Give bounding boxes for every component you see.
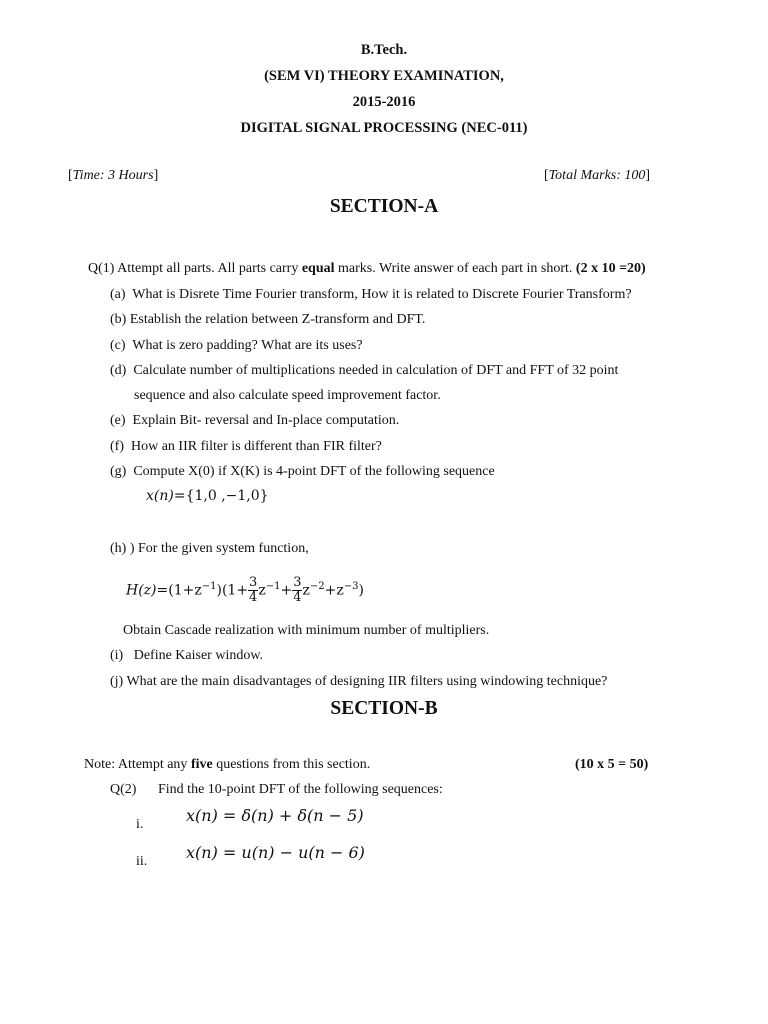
q1-part-d	[110, 363, 618, 379]
h-eq-exp: −2	[309, 580, 325, 592]
h-eq-part: =(1+z	[156, 582, 202, 599]
q1-marks: (2 x 10 =20)	[575, 261, 646, 276]
part-text: Define Kaiser window.	[133, 648, 264, 663]
fraction	[292, 576, 302, 605]
part-text: How an IIR filter is different than FIR filter?	[131, 439, 382, 454]
part-text: What is Disrete Time Fourier transform, How it is related to Discrete Fourier Transform?	[132, 287, 632, 302]
h-eq-exp: −1	[201, 580, 217, 592]
time-info: [Time: 3 Hours]	[68, 168, 159, 183]
part-label: (d)	[110, 363, 127, 378]
h-eq-exp: −3	[343, 580, 359, 592]
q1-part-i	[110, 648, 263, 664]
h-after-text: Obtain Cascade realization with minimum number of multipliers.	[123, 623, 490, 638]
q1-part-a	[110, 287, 632, 303]
h-eq-part: )(1+	[216, 582, 249, 599]
fraction-den: 4	[293, 590, 302, 605]
q1-part-d-cont: sequence and also calculate speed improvement factor.	[134, 388, 441, 403]
g-equation	[146, 488, 269, 504]
q1-intro-post: marks. Write answer of each part in short.	[334, 261, 576, 276]
section-b-marks: (10 x 5 = 50)	[575, 757, 649, 772]
g-eq-lhs: x(n)	[146, 488, 174, 504]
part-label: (h) )	[110, 541, 135, 556]
fraction	[248, 576, 258, 605]
section-a-title: SECTION-A	[329, 196, 439, 217]
part-label: (b)	[110, 312, 127, 327]
note-post: questions from this section.	[212, 757, 371, 772]
part-text: For the given system function,	[138, 541, 309, 556]
part-label: (g)	[110, 464, 127, 479]
h-eq-part: +	[280, 582, 293, 599]
h-eq-part: +z	[324, 582, 344, 599]
part-text: Establish the relation between Z-transform and DFT.	[129, 312, 426, 327]
part-text: Calculate number of multiplications needed in calculation of DFT and FFT of 32 point	[133, 363, 619, 378]
section-b-note	[84, 757, 370, 773]
q2-label: Q(2)	[110, 782, 137, 797]
part-label: (e)	[110, 413, 126, 428]
degree-title: B.Tech.	[360, 42, 408, 58]
q1-part-e	[110, 413, 399, 429]
note-pre: Note: Attempt any	[84, 757, 191, 772]
h-eq-lhs: H(z)	[126, 582, 157, 599]
q2-subpart-i-eq: x(n) = δ(n) + δ(n − 5)	[186, 806, 364, 825]
q2-text: Find the 10-point DFT of the following sequences:	[158, 782, 443, 797]
q1-intro	[88, 261, 646, 277]
q2-subpart-ii-label: ii.	[136, 854, 148, 869]
part-text: Explain Bit- reversal and In-place computation.	[132, 413, 400, 428]
part-text: Compute X(0) if X(K) is 4-point DFT of the following sequence	[133, 464, 495, 479]
h-equation	[126, 576, 364, 605]
part-label: (f)	[110, 439, 124, 454]
part-label: (i)	[110, 648, 124, 663]
fraction-den: 4	[249, 590, 258, 605]
marks-info: [Total Marks: 100]	[544, 168, 651, 183]
q1-part-c	[110, 338, 363, 354]
g-eq-rhs: ={1,0 ,−1,0}	[173, 488, 269, 504]
part-label: (c)	[110, 338, 126, 353]
q1-part-b	[110, 312, 425, 328]
h-eq-part: z	[302, 582, 310, 599]
h-eq-part: z	[258, 582, 266, 599]
exam-year: 2015-2016	[352, 94, 416, 110]
fraction-num: 3	[293, 575, 302, 590]
subject-title: DIGITAL SIGNAL PROCESSING (NEC-011)	[240, 120, 528, 136]
q1-part-g	[110, 464, 495, 480]
q2-subpart-ii-eq: x(n) = u(n) − u(n − 6)	[186, 843, 365, 862]
time-text: Time: 3 Hours	[72, 168, 154, 183]
q1-part-f	[110, 439, 382, 455]
part-label: (j)	[110, 674, 124, 689]
q1-intro-bold: equal	[301, 261, 335, 276]
part-label: (a)	[110, 287, 126, 302]
exam-title: (SEM VI) THEORY EXAMINATION,	[264, 68, 504, 84]
q2-subpart-i-label: i.	[136, 817, 144, 832]
section-b-title: SECTION-B	[330, 698, 438, 719]
part-text: What are the main disadvantages of designing IIR filters using windowing technique?	[126, 674, 608, 689]
marks-text: Total Marks: 100	[548, 168, 646, 183]
fraction-num: 3	[249, 575, 258, 590]
h-eq-part: )	[358, 582, 364, 599]
part-text: What is zero padding? What are its uses?	[132, 338, 363, 353]
note-bold: five	[190, 757, 213, 772]
h-eq-exp: −1	[265, 580, 281, 592]
q1-part-j	[110, 674, 607, 690]
q1-intro-pre: Q(1) Attempt all parts. All parts carry	[88, 261, 302, 276]
q1-part-h	[110, 541, 309, 557]
